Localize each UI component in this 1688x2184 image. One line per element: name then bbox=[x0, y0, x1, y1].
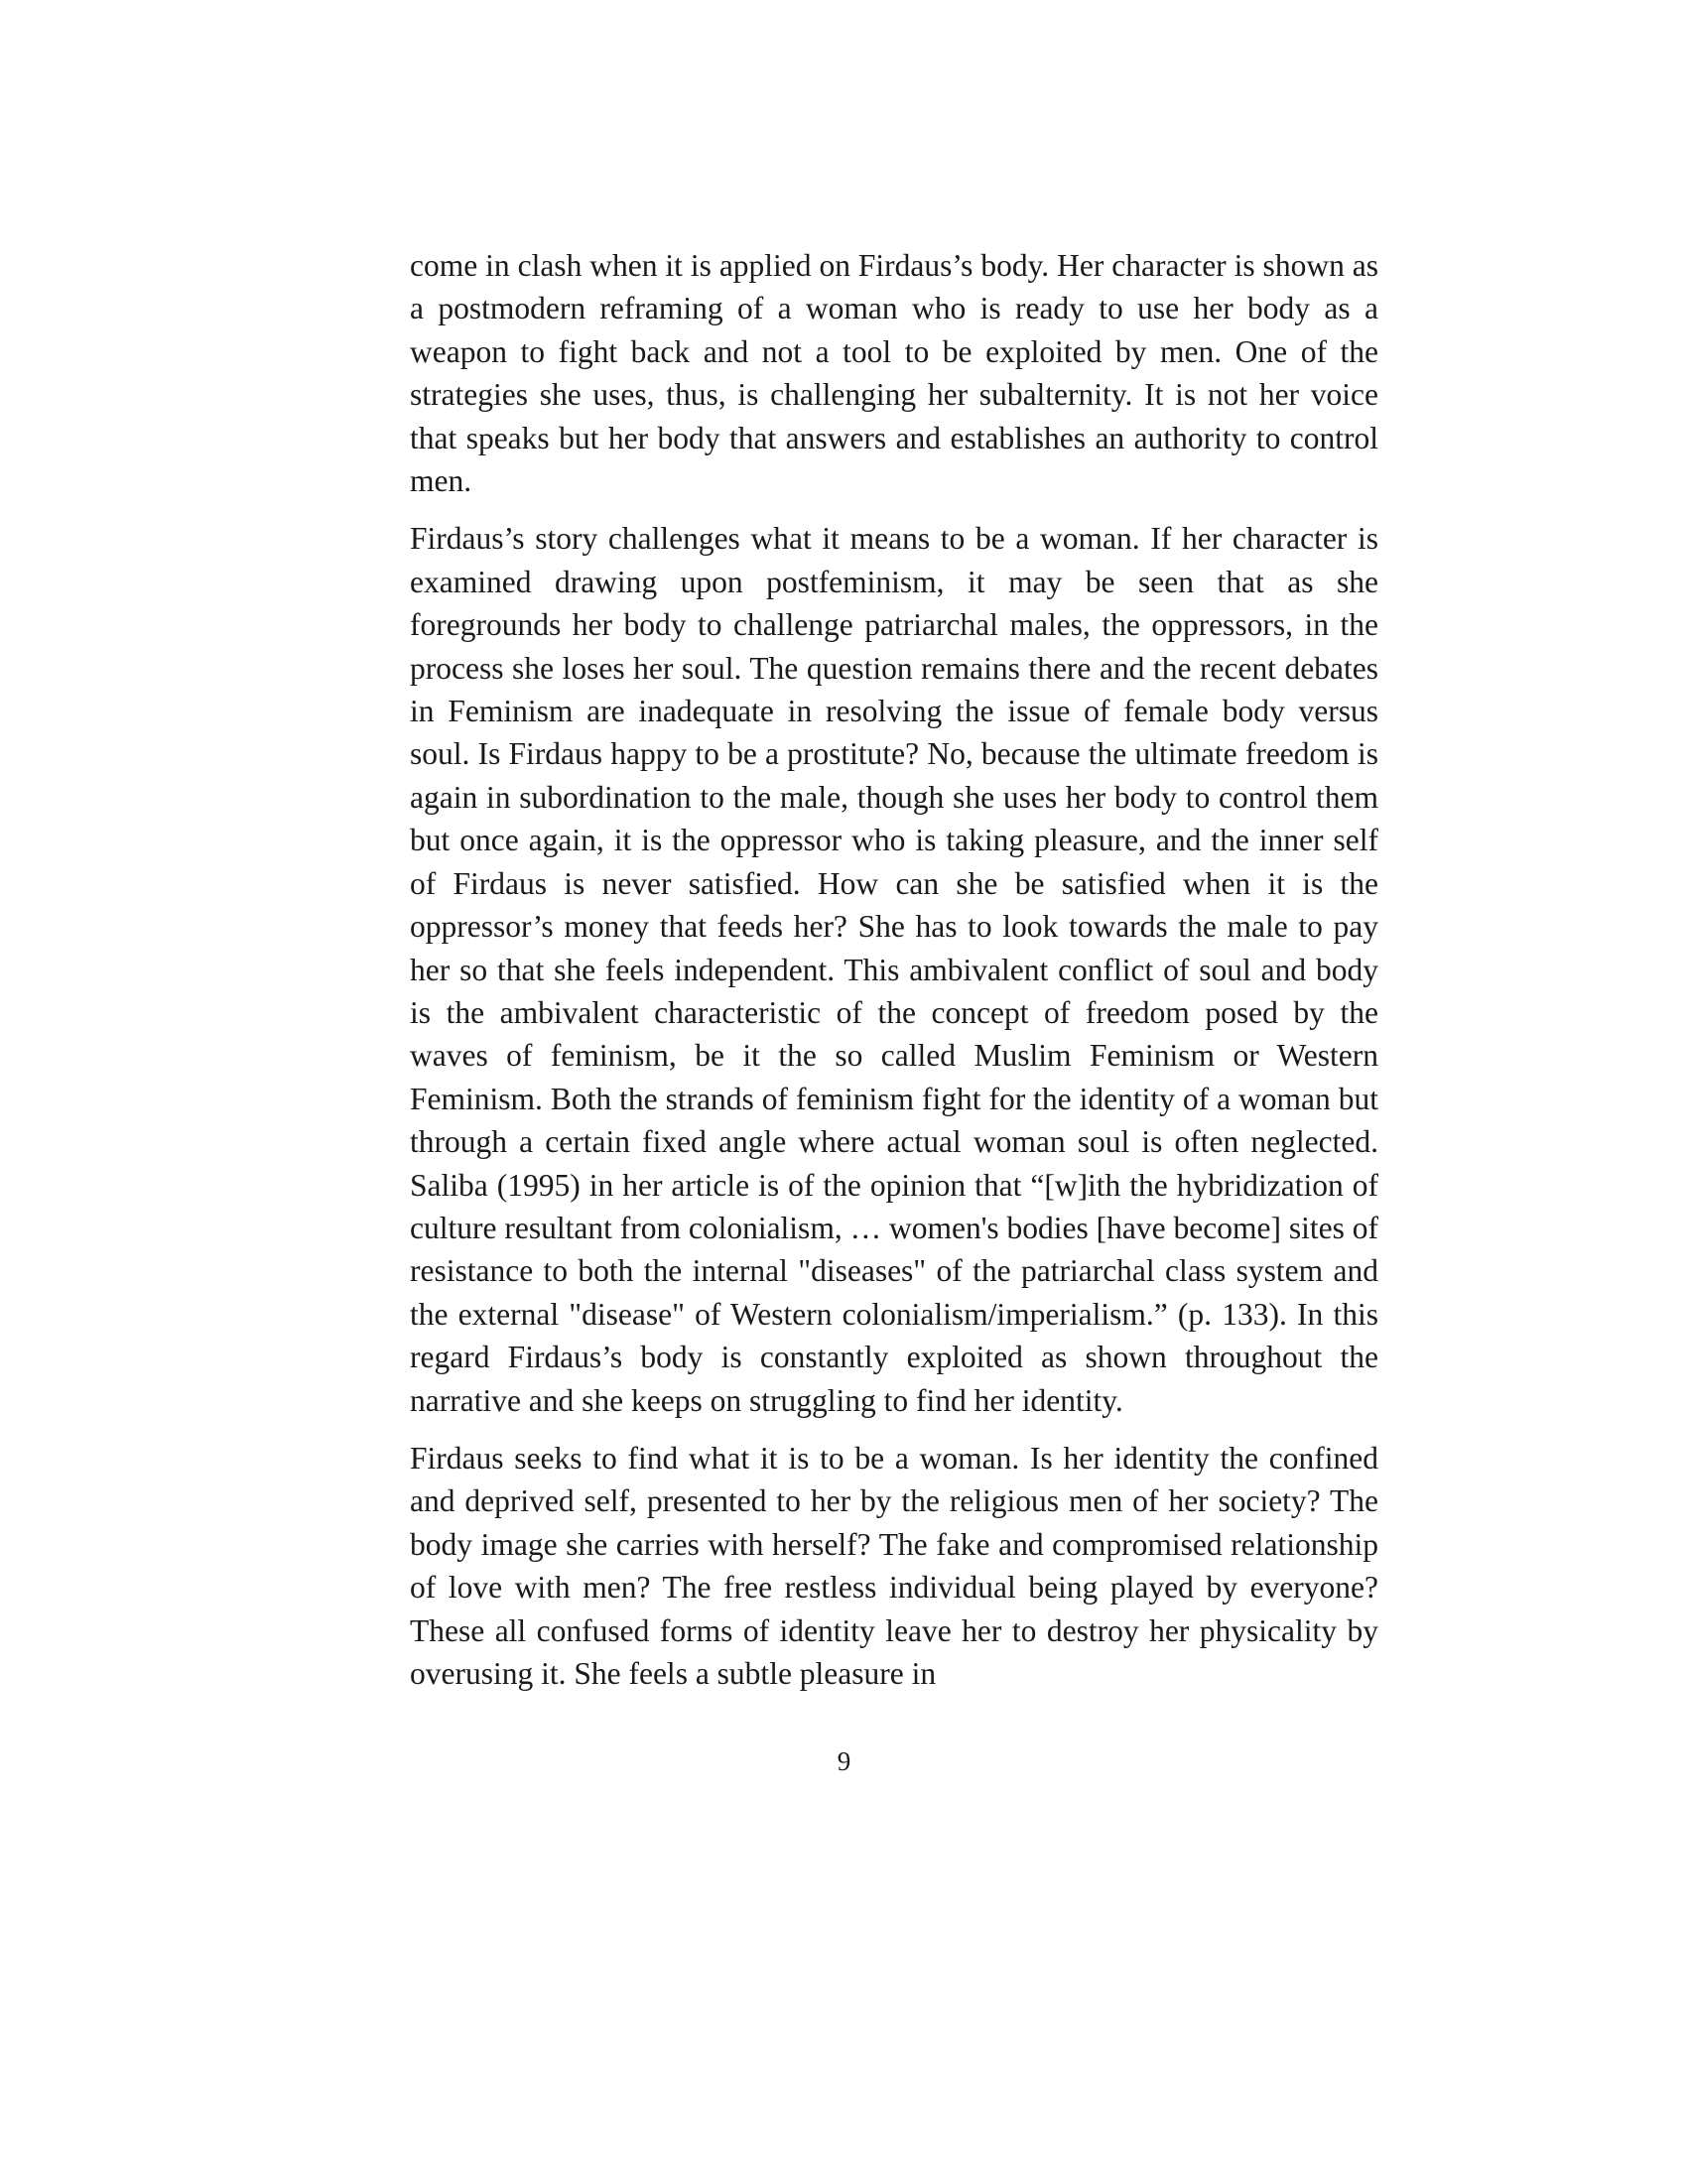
page-number: 9 bbox=[837, 1746, 851, 1776]
paragraph-2: Firdaus’s story challenges what it means to be a woman. If her character is examined drawing upon postfeminism, it may be seen that as she foregrounds her body to challenge patriarchal males, the oppressors, in the process she loses her soul. The question remains there and the recent debates in Feminism are inadequate in resolving the issue of female body versus soul. Is Firdaus happy to be a prostitute? No, because the ultimate freedom is again in subordination to the male, though she uses her body to control them but once again, it is the oppressor who is taking pleasure, and the inner self of Firdaus is never satisfied. How can she be satisfied when it is the oppressor’s money that feeds her? She has to look towards the male to pay her so that she feels independent. This ambivalent conflict of soul and body is the ambivalent characteristic of the concept of freedom posed by the waves of feminism, be it the so called Muslim Feminism or Western Feminism. Both the strands of feminism fight for the identity of a woman but through a certain fixed angle where actual woman soul is often neglected. Saliba (1995) in her article is of the opinion that “[w]ith the hybridization of culture resultant from colonialism, … women's bodies [have become] sites of resistance to both the internal "diseases" of the patriarchal class system and the external "disease" of Western colonialism/imperialism.” (p. 133). In this regard Firdaus’s body is constantly exploited as shown throughout the narrative and she keeps on struggling to find her identity. bbox=[410, 521, 1378, 1418]
paragraph-1: come in clash when it is applied on Firdaus’s body. Her character is shown as a postmodern reframing of a woman who is ready to use her body as a weapon to fight back and not a tool to be exploited by men. One of the strategies she uses, thus, is challenging her subalternity. It is not her voice that speaks but her body that answers and establishes an authority to control men. bbox=[410, 248, 1378, 499]
body-text bbox=[410, 244, 1378, 1710]
paragraph-3: Firdaus seeks to find what it is to be a woman. Is her identity the confined and deprived self, presented to her by the religious men of her society? The body image she carries with herself? The fake and compromised relationship of love with men? The free restless individual being played by everyone? These all confused forms of identity leave her to destroy her physicality by overusing it. She feels a subtle pleasure in bbox=[410, 1440, 1378, 1691]
